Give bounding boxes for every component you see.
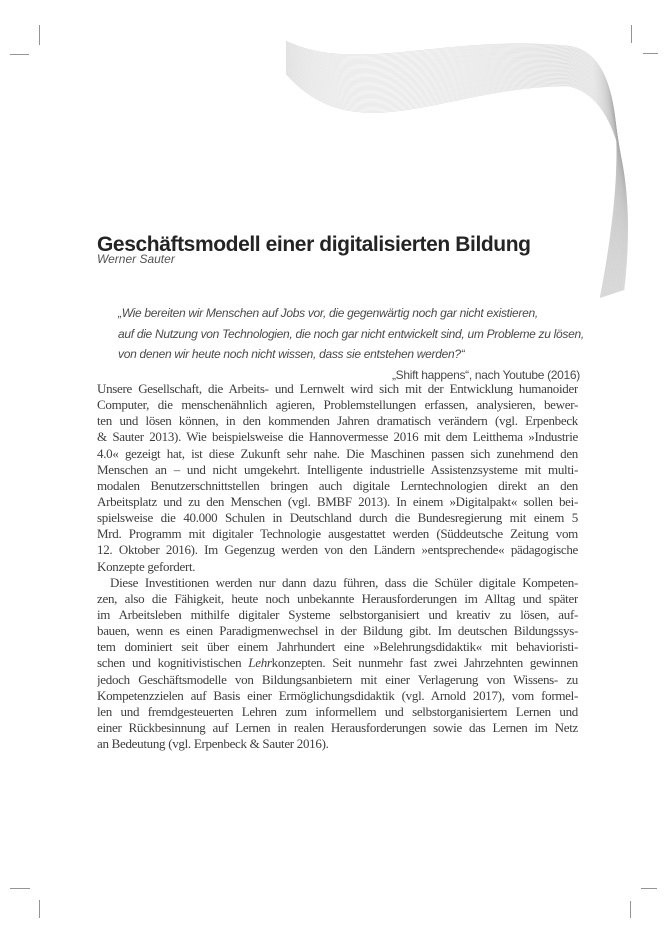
body-line: modalen Benutzerschnittstellen bringen auch digitale Lerntechnologien direkt an den: [97, 477, 578, 493]
epigraph-quote: [118, 303, 584, 385]
crop-mark-bottom-right-vertical: [630, 901, 631, 918]
quote-attribution: „Shift happens“, nach Youtube (2016): [391, 367, 580, 382]
body-line: 12. Oktober 2016). Im Gegenzug werden von den Ländern »entsprechende« pädagogische: [97, 542, 578, 558]
crop-mark-bottom-left-horizontal: [10, 888, 30, 889]
body-line: Diese Investitionen werden nur dann dazu führen, dass die Schüler digitale Kompeten-: [110, 574, 578, 590]
body-line: Unsere Gesellschaft, die Arbeits- und Lernwelt wird sich mit der Entwicklung humanoider: [97, 381, 578, 396]
crop-mark-top-left-horizontal: [10, 54, 29, 55]
body-line: zen, also die Fähigkeit, heute noch unbekannte Herausforderungen im Alltag und später: [97, 590, 578, 606]
crop-mark-top-left-vertical: [39, 25, 40, 45]
quote-line: auf die Nutzung von Technologien, die noch gar nicht entwickelt sind, um Probleme zu lösen,: [118, 326, 584, 341]
crop-mark-bottom-left-vertical: [39, 900, 40, 918]
body-line: einer Rückbesinnung auf Lernen in realen Herausforderungen sowie das Lernen im Netz: [97, 719, 578, 735]
body-line: Menschen an – und nicht umgekehrt. Intelligente industrielle Assistenzsysteme mit multi-: [97, 461, 578, 477]
body-line: tem dominiert seit über einem Jahrhundert eine »Belehrungsdidaktik« mit behavioristi-: [97, 639, 578, 655]
body-line: ten und lösen können, in den kommenden Jahren dramatisch verändern (vgl. Erpenbeck: [97, 413, 578, 429]
body-line: spielsweise die 40.000 Schulen in Deutschland durch die Bundesregierung mit einem 5: [97, 510, 578, 526]
quote-line: „Wie bereiten wir Menschen auf Jobs vor, die gegenwärtig noch gar nicht existieren,: [118, 306, 538, 320]
body-line: an Bedeutung (vgl. Erpenbeck & Sauter 2016).: [97, 736, 329, 752]
body-line: schen und kognitivistischen Lehrkonzepten. Seit nunmehr fast zwei Jahrzehnten gewinnen: [97, 655, 578, 671]
body-line: Computer, die menschenähnlich agieren, Problemstellungen erfassen, analysieren, bewer-: [97, 397, 578, 413]
body-line: 4.0« gezeigt hat, ist diese Zukunft sehr nahe. Die Maschinen passen sich zunehmend den: [97, 445, 578, 461]
body-line: len und fremdgesteuerten Lehren zum informellem und selbstorganisiertem Lernen und: [97, 703, 578, 719]
page-title: Geschäftsmodell einer digitalisierten Bildung: [97, 233, 531, 257]
wave-lines-ornament-icon: [278, 28, 658, 308]
paragraph: [97, 381, 578, 575]
body-line: Konzepte gefordert.: [97, 558, 196, 574]
quote-line: von denen wir heute noch nicht wissen, dass sie entstehen werden?“: [118, 347, 465, 361]
paragraph: [97, 575, 578, 753]
body-line: & Sauter 2013). Wie beispielsweise die Hannovermesse 2016 mit dem Leitthema »Industrie: [97, 429, 578, 445]
crop-mark-bottom-right-horizontal: [641, 888, 657, 889]
author-name: Werner Sauter: [97, 252, 175, 266]
body-line: im Arbeitsleben mithilfe digitaler Systeme selbstorganisiert und kreativ zu lösen, auf-: [97, 606, 578, 622]
body-line: Arbeitsplatz und zu den Menschen (vgl. BMBF 2013). In einem »Digitalpakt« sollen bei-: [97, 493, 578, 509]
quote-lines: [118, 303, 584, 365]
body-line: Kompetenzzielen auf Basis einer Ermöglichungsdidaktik (vgl. Arnold 2017), vom formel-: [97, 687, 578, 703]
body-line: bauen, wenn es einen Paradigmenwechsel in der Bildung gibt. Im deutschen Bildungssys-: [97, 623, 578, 639]
body-line: jedoch Geschäftsmodelle von Bildungsanbietern mit einer Verlagerung von Wissens- zu: [97, 671, 578, 687]
body-text: [97, 381, 578, 752]
body-line: Mrd. Programm mit digitaler Technologie ausgestattet werden (Süddeutsche Zeitung vom: [97, 526, 578, 542]
